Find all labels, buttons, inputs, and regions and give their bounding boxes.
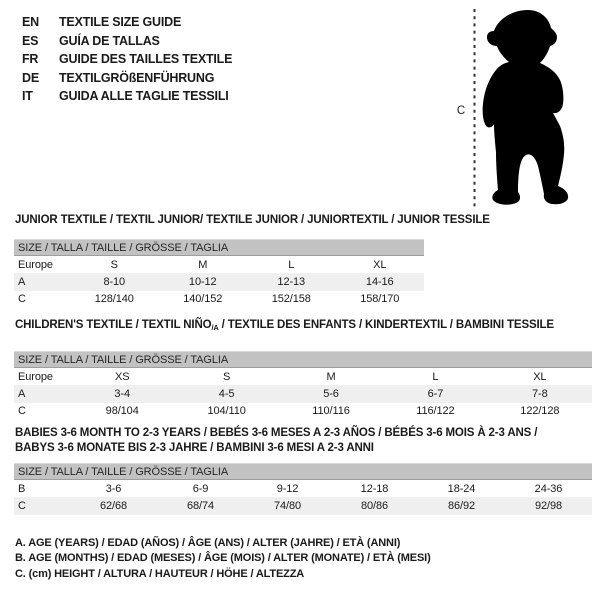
size-cell: 24-36 bbox=[534, 482, 563, 495]
baby-silhouette-shape bbox=[483, 10, 569, 205]
language-row-it bbox=[22, 87, 232, 106]
size-cell: 128/140 bbox=[94, 293, 134, 306]
size-cell: 9-12 bbox=[276, 482, 299, 495]
language-title: TEXTILE SIZE GUIDE bbox=[59, 15, 182, 29]
size-cell: 12-13 bbox=[277, 275, 306, 288]
section-childrens-textile bbox=[14, 318, 592, 420]
size-cell: 10-12 bbox=[188, 275, 217, 288]
section-title-subscript: /A bbox=[211, 323, 219, 332]
size-cell: 12-18 bbox=[360, 482, 389, 495]
size-cell: 122/128 bbox=[520, 405, 560, 418]
size-cell: L bbox=[432, 370, 439, 383]
language-title: TEXTILGRÖßENFÜHRUNG bbox=[59, 70, 215, 85]
language-code: ES bbox=[22, 33, 39, 48]
size-cell: 104/110 bbox=[207, 405, 246, 418]
footnote-a: A. AGE (YEARS) / EDAD (AÑOS) / ÂGE (ANS) / ALTER (JAHRE) / ETÀ (ANNI) bbox=[15, 537, 401, 549]
table-row-europe bbox=[14, 368, 592, 385]
size-header-bar: SIZE / TALLA / TAILLE / GRÖSSE / TAGLIA bbox=[14, 351, 592, 368]
size-cell: XL bbox=[533, 370, 547, 383]
size-cell: 80/86 bbox=[360, 499, 389, 512]
size-cell: 140/152 bbox=[183, 293, 223, 306]
language-list bbox=[22, 13, 232, 106]
row-label: C bbox=[18, 293, 26, 306]
size-cell: 110/116 bbox=[312, 405, 350, 418]
language-row-fr bbox=[22, 50, 232, 69]
size-cell: S bbox=[222, 370, 231, 383]
size-cell: 92/98 bbox=[534, 499, 563, 512]
size-cell: 6-9 bbox=[192, 482, 209, 495]
language-title: GUIDE DES TAILLES TEXTILE bbox=[59, 52, 233, 67]
size-cell: 4-5 bbox=[218, 387, 235, 400]
size-cell: 158/170 bbox=[360, 293, 400, 306]
table-row-height bbox=[14, 403, 592, 420]
row-label: B bbox=[18, 482, 26, 495]
section-title-line1: BABIES 3-6 MONTH TO 2-3 YEARS / BEBÉS 3-6 MESES A 2-3 AÑOS / BÉBÉS 3-6 MOIS À 2-3 ANS / bbox=[15, 427, 538, 439]
size-cell: XL bbox=[373, 258, 387, 271]
section-title bbox=[14, 318, 592, 335]
language-code: IT bbox=[22, 89, 33, 104]
language-code: EN bbox=[22, 15, 39, 29]
language-code: DE bbox=[22, 70, 39, 85]
size-cell: L bbox=[288, 258, 295, 271]
table-row-age bbox=[14, 273, 424, 290]
section-babies-textile bbox=[14, 426, 592, 515]
row-label: Europe bbox=[18, 258, 53, 271]
footnote-legend bbox=[15, 536, 431, 582]
size-cell: 98/104 bbox=[105, 405, 139, 418]
table-row-age-months bbox=[14, 480, 592, 497]
size-cell: 116/122 bbox=[416, 405, 455, 418]
section-junior-textile bbox=[14, 213, 490, 308]
row-label: C bbox=[18, 499, 26, 512]
table-row-height bbox=[14, 291, 424, 308]
size-cell: 3-6 bbox=[105, 482, 122, 495]
language-row-es bbox=[22, 32, 232, 51]
babies-size-table bbox=[14, 463, 592, 515]
language-title: GUÍA DE TALLAS bbox=[59, 33, 160, 48]
table-row-age bbox=[14, 385, 592, 402]
section-title-line2: BABYS 3-6 MONATE BIS 2-3 JAHRE / BAMBINI 3-6 MESI A 2-3 ANNI bbox=[15, 442, 374, 454]
size-cell: 6-7 bbox=[427, 387, 444, 400]
size-cell: 14-16 bbox=[365, 275, 394, 288]
footnote-b: B. AGE (MONTHS) / EDAD (MESES) / ÂGE (MOIS) / ALTER (MONATE) / ETÀ (MESI) bbox=[15, 552, 431, 565]
size-cell: 62/68 bbox=[99, 499, 128, 512]
language-title: GUIDA ALLE TAGLIE TESSILI bbox=[59, 89, 229, 104]
table-row-europe bbox=[14, 256, 424, 273]
row-label: A bbox=[18, 275, 26, 288]
row-label: A bbox=[18, 387, 26, 400]
section-title: JUNIOR TEXTILE / TEXTIL JUNIOR/ TEXTILE JUNIOR / JUNIORTEXTIL / JUNIOR TESSILE bbox=[15, 214, 490, 226]
children-size-table bbox=[14, 351, 592, 420]
size-cell: 5-6 bbox=[323, 387, 339, 400]
size-header-bar: SIZE / TALLA / TAILLE / GRÖSSE / TAGLIA bbox=[14, 239, 424, 256]
size-cell: 7-8 bbox=[532, 387, 548, 400]
size-cell: 3-4 bbox=[114, 387, 130, 400]
size-cell: M bbox=[326, 370, 336, 383]
size-cell: 74/80 bbox=[273, 499, 302, 512]
size-cell: XS bbox=[114, 370, 130, 383]
height-label-c: C bbox=[456, 105, 466, 117]
size-cell: S bbox=[110, 258, 118, 271]
row-label: C bbox=[18, 405, 26, 418]
size-cell: 86/92 bbox=[447, 499, 476, 512]
size-header-bar: SIZE / TALLA / TAILLE / GRÖSSE / TAGLIA bbox=[14, 463, 592, 480]
language-row-de bbox=[22, 69, 232, 88]
size-cell: 68/74 bbox=[186, 499, 215, 512]
table-row-height bbox=[14, 497, 592, 514]
size-cell: 8-10 bbox=[103, 275, 126, 288]
junior-size-table bbox=[14, 239, 424, 308]
footnote-c: C. (cm) HEIGHT / ALTURA / HAUTEUR / HÖHE / ALTEZZA bbox=[15, 567, 305, 580]
size-cell: 152/158 bbox=[271, 293, 311, 306]
section-title-text: / TEXTILE DES ENFANTS / KINDERTEXTIL / BAMBINI TESSILE bbox=[218, 319, 554, 331]
section-title-text: CHILDREN'S TEXTILE / TEXTIL NIÑO bbox=[15, 319, 212, 331]
size-cell: M bbox=[198, 258, 208, 271]
size-cell: 18-24 bbox=[447, 482, 476, 495]
language-code: FR bbox=[22, 52, 39, 67]
language-row-en bbox=[22, 13, 232, 32]
row-label: Europe bbox=[18, 370, 53, 383]
